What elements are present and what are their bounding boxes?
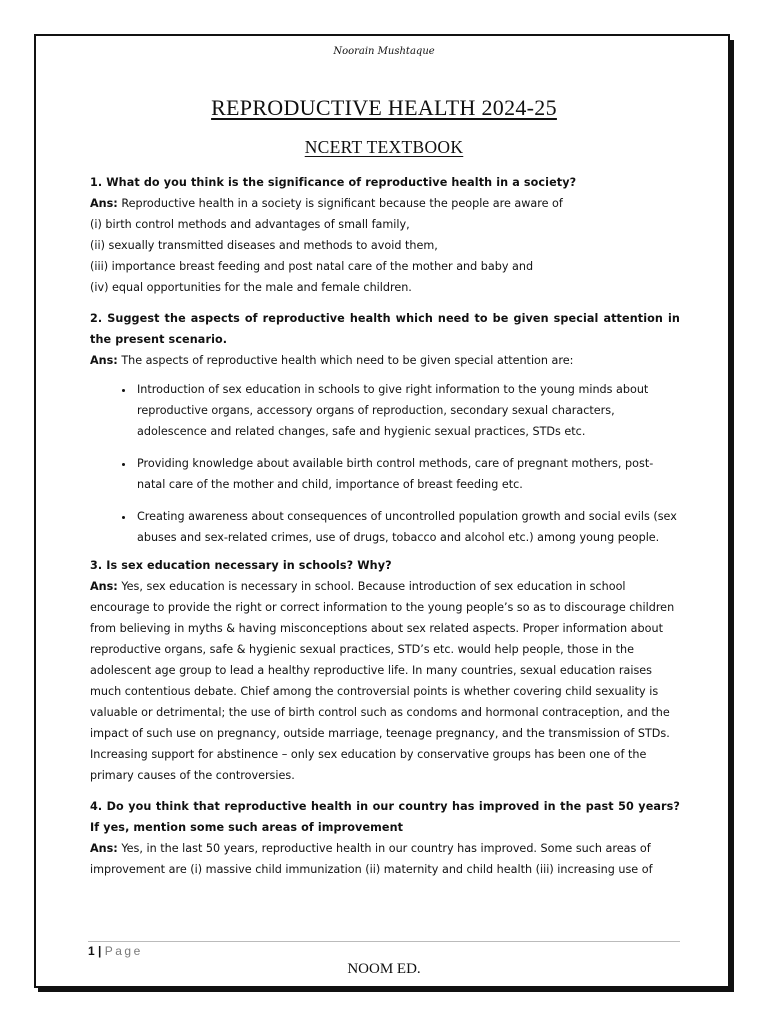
page-label: Page bbox=[104, 944, 143, 958]
answer bbox=[90, 576, 680, 786]
bullet-list bbox=[90, 379, 680, 548]
page-footer bbox=[88, 944, 143, 958]
document-body bbox=[90, 172, 680, 888]
question: 3. Is sex education necessary in schools? Why? bbox=[90, 559, 392, 572]
page-number: 1 bbox=[88, 944, 95, 958]
answer-line: (i) birth control methods and advantages of small family, bbox=[90, 218, 410, 231]
answer bbox=[90, 350, 680, 371]
answer-line: (ii) sexually transmitted diseases and methods to avoid them, bbox=[90, 239, 438, 252]
answer bbox=[90, 193, 680, 298]
answer-text: Yes, in the last 50 years, reproductive health in our country has improved. Some such areas of improvement are (i) massive child immunization (ii) maternity and child health (iii) increasing use of bbox=[90, 842, 653, 876]
answer bbox=[90, 838, 680, 880]
footer-divider bbox=[88, 941, 680, 942]
page-subtitle: NCERT TEXTBOOK bbox=[304, 137, 464, 157]
page-separator: | bbox=[94, 944, 105, 958]
answer-text: Reproductive health in a society is significant because the people are aware of bbox=[117, 197, 563, 210]
author-name: Noorain Mushtaque bbox=[333, 46, 435, 57]
question: 2. Suggest the aspects of reproductive health which need to be given special attention in the present scenario. bbox=[90, 312, 680, 346]
answer-label: Ans: bbox=[90, 354, 118, 367]
list-item: • Introduction of sex education in schools to give right information to the young minds about reproductive organs, accessory organs of reproduction, secondary sexual characters, adolescence and related changes, safe and hygienic sexual practices, STDs etc. bbox=[135, 379, 680, 442]
answer-text: The aspects of reproductive health which need to be given special attention are: bbox=[117, 354, 574, 367]
qa-block-4 bbox=[90, 796, 680, 880]
answer-label: Ans: bbox=[90, 580, 118, 593]
footer-brand: NOOM ED. bbox=[347, 961, 421, 977]
answer-line: (iv) equal opportunities for the male and female children. bbox=[90, 281, 412, 294]
answer-label: Ans: bbox=[90, 842, 118, 855]
list-item: • Providing knowledge about available birth control methods, care of pregnant mothers, post-natal care of the mother and child, importance of breast feeding etc. bbox=[135, 453, 680, 495]
list-item: • Creating awareness about consequences of uncontrolled population growth and social evils (sex abuses and sex-related crimes, use of drugs, tobacco and alcohol etc.) among young people. bbox=[135, 506, 680, 548]
question: 4. Do you think that reproductive health in our country has improved in the past 50 years? If yes, mention some such areas of improvement bbox=[90, 800, 680, 834]
qa-block-1 bbox=[90, 172, 680, 298]
page-title: REPRODUCTIVE HEALTH 2024-25 bbox=[211, 95, 557, 120]
page-border-shadow bbox=[38, 988, 734, 992]
qa-block-3 bbox=[90, 555, 680, 786]
answer-line: (iii) importance breast feeding and post natal care of the mother and baby and bbox=[90, 260, 534, 273]
answer-label: Ans: bbox=[90, 197, 118, 210]
qa-block-2 bbox=[90, 308, 680, 548]
answer-text: Yes, sex education is necessary in school. Because introduction of sex education in school encourage to provide the right or correct information to the young people’s so as to discourage children from believing in myths & having misconceptions about sex related aspects. Proper information about reproductive organs, safe & hygienic sexual practices, STD’s etc. would help people, those in the adolescent age group to lead a healthy reproductive life. In many countries, sexual education raises much contentious debate. Chief among the controversial points is whether covering child sexuality is valuable or detrimental; the use of birth control such as condoms and hormonal contraception, and the impact of such use on pregnancy, outside marriage, teenage pregnancy, and the transmission of STDs. Increasing support for abstinence – only sex education by conservative groups has been one of the primary causes of the controversies. bbox=[90, 580, 675, 782]
question: 1. What do you think is the significance of reproductive health in a society? bbox=[90, 176, 577, 189]
